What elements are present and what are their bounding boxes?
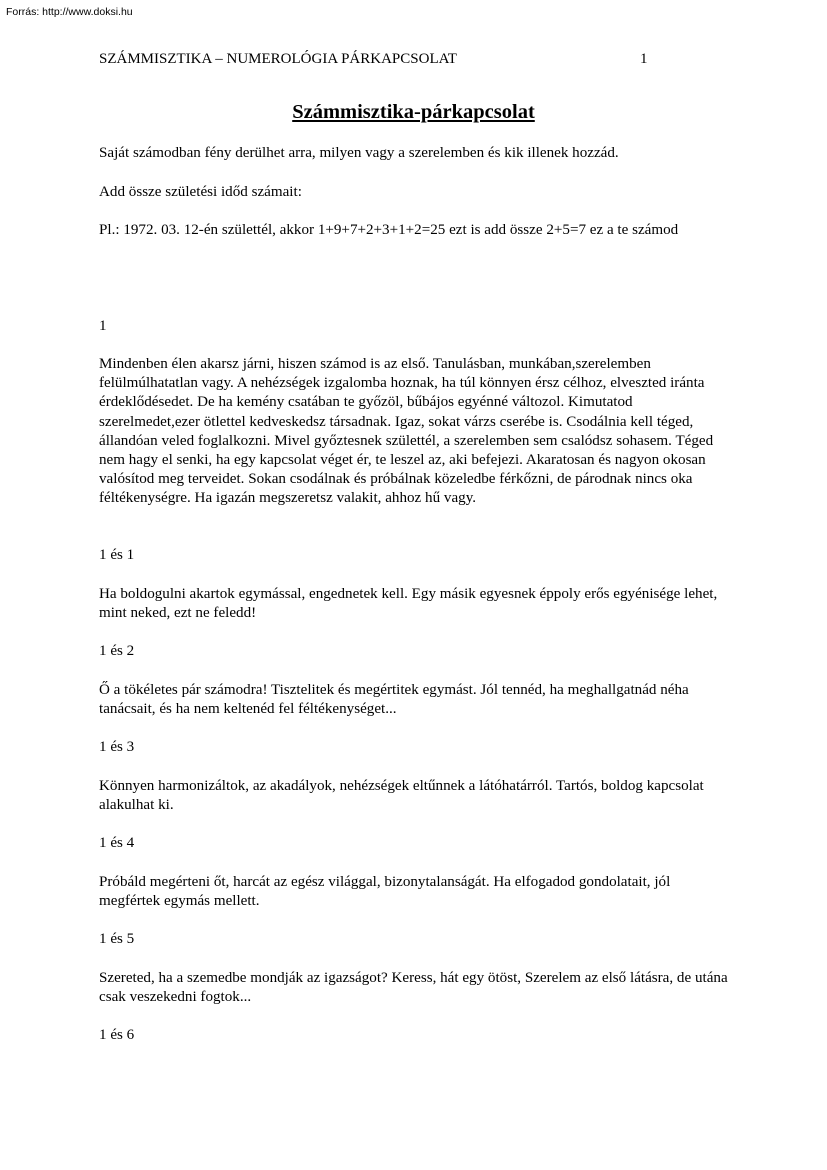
source-line: Forrás: http://www.doksi.hu (6, 6, 133, 18)
pair-description: Ha boldogulni akartok egymással, engednetek kell. Egy másik egyesnek éppoly erős egyénisége lehet, mint neked, ezt ne feledd! (99, 586, 718, 622)
running-title: SZÁMMISZTIKA – NUMEROLÓGIA PÁRKAPCSOLAT (99, 51, 457, 67)
document-title: Számmisztika-párkapcsolat (292, 101, 535, 123)
pair-heading: 1 és 6 (99, 1027, 135, 1043)
pair-heading: 1 és 4 (99, 835, 135, 851)
intro-paragraph: Saját számodban fény derülhet arra, milyen vagy a szerelemben és kik illenek hozzád. (99, 145, 619, 161)
pair-heading: 1 és 5 (99, 931, 135, 947)
pair-description: Szereted, ha a szemedbe mondják az igazságot? Keress, hát egy ötöst, Szerelem az első látásra, de utána csak veszekedni fogtok... (99, 970, 728, 1006)
page-number: 1 (640, 51, 648, 67)
running-header (99, 50, 659, 68)
number-description: Mindenben élen akarsz járni, hiszen számod is az első. Tanulásban, munkában,szerelemben felülmúlhatatlan vagy. A nehézségek izgalomba hoznak, ha túl könnyen érsz célhoz, elveszted iránta érdeklődésedet. De ha kemény csatában te győzöl, bűbájos egyénné változol. Kimutatod szerelmedet,ezer ötlettel kedveskedsz társadnak. Igaz, sokat várzs cserébe is. Csodálnia kell téged, állandóan veled foglalkozni. Mivel győztesnek születtél, a szerelemben sem csalódsz sohasem. Téged nem hagy el senki, ha egy kapcsolat véget ér, te leszel az, aki befejezi. Akaratosan és nagyon okosan valósítod meg terveidet. Sokan csodálnak és próbálnak közeledbe férkőzni, de párodnak nincs oka féltékenységre. Ha igazán megszeretsz valakit, ahhoz hű vagy. (99, 356, 714, 507)
pair-description: Próbáld megérteni őt, harcát az egész világgal, bizonytalanságát. Ha elfogadod gondolatait, jól megfértek egymás mellett. (99, 874, 671, 910)
pair-heading: 1 és 3 (99, 739, 135, 755)
pair-heading: 1 és 2 (99, 643, 135, 659)
pair-description: Könnyen harmonizáltok, az akadályok, nehézségek eltűnnek a látóhatárról. Tartós, boldog kapcsolat alakulhat ki. (99, 778, 704, 814)
instruction-paragraph: Add össze születési időd számait: (99, 184, 302, 200)
pair-heading: 1 és 1 (99, 547, 135, 563)
example-paragraph: Pl.: 1972. 03. 12-én születtél, akkor 1+9+7+2+3+1+2=25 ezt is add össze 2+5=7 ez a te számod (99, 222, 679, 238)
pair-description: Ő a tökéletes pár számodra! Tisztelitek és megértitek egymást. Jól tennéd, ha meghallgatnád néha tanácsait, és ha nem keltenéd fel féltékenységet... (99, 682, 689, 718)
number-heading: 1 (99, 318, 107, 334)
